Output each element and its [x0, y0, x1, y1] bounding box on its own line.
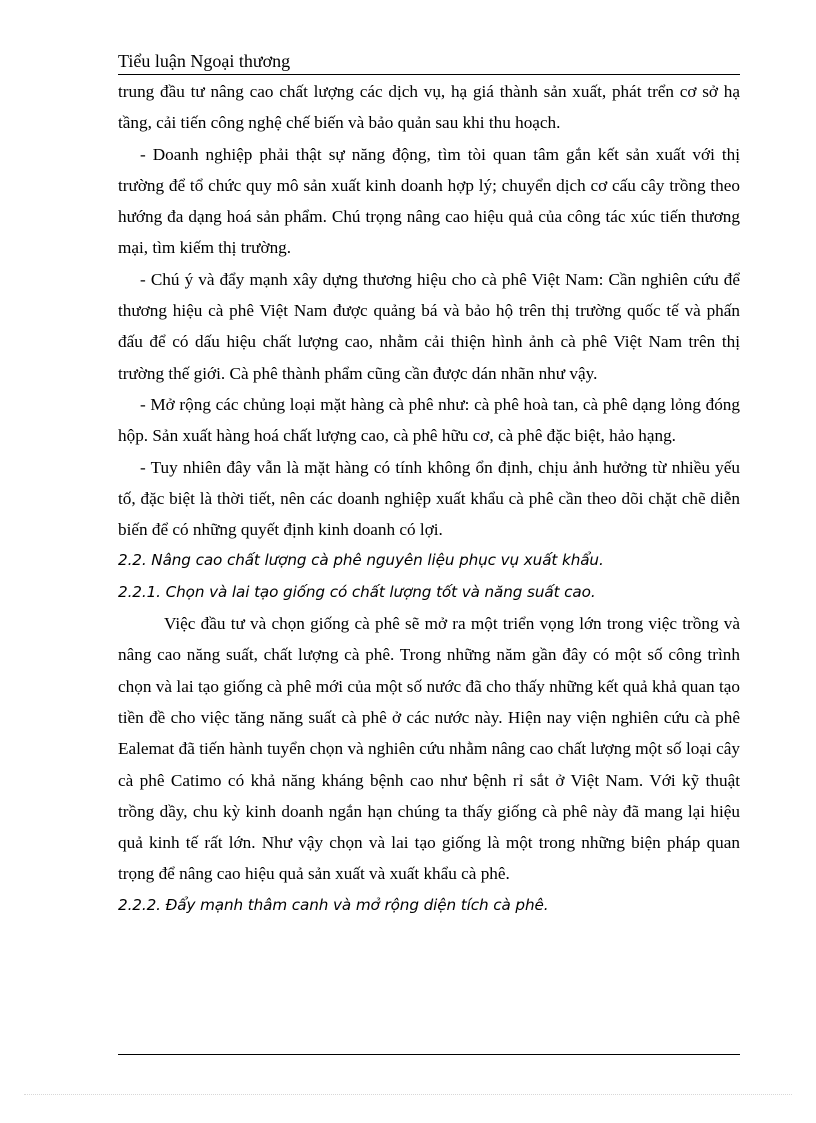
page-header: Tiểu luận Ngoại thương [118, 50, 740, 75]
bullet-paragraph-instability: - Tuy nhiên đây vẫn là mặt hàng có tính không ổn định, chịu ảnh hưởng từ nhiều yếu tố, đặc biệt là thời tiết, nên các doanh nghiệp xuất khẩu cà phê cần theo dõi chặt chẽ diễn biến để có những quyết định kinh doanh có lợi. [118, 457, 740, 540]
section-heading-2-2: 2.2. Nâng cao chất lượng cà phê nguyên liệu phục vụ xuất khẩu. [118, 551, 604, 570]
bullet-paragraph-brand-building: - Chú ý và đẩy mạnh xây dựng thương hiệu cho cà phê Việt Nam: Cần nghiên cứu để thương hiệu cà phê Việt Nam được quảng bá và bảo hộ trên thị trường quốc tế và phấn đấu để có dấu hiệu chất lượng cao, nhằm cải thiện hình ảnh cà phê Việt Nam trên thị trường thế giới. Cà phê thành phẩm cũng cần được dán nhãn như vậy. [118, 269, 740, 383]
footer-divider [118, 1054, 740, 1055]
page-content [118, 76, 740, 921]
bullet-paragraph-product-range: - Mở rộng các chủng loại mặt hàng cà phê như: cà phê hoà tan, cà phê dạng lỏng đóng hộp. Sản xuất hàng hoá chất lượng cao, cà phê hữu cơ, cà phê đặc biệt, hảo hạng. [118, 394, 740, 446]
section-heading-2-2-2: 2.2.2. Đẩy mạnh thâm canh và mở rộng diện tích cà phê. [118, 895, 549, 914]
page-bottom-edge [24, 1094, 792, 1095]
section-heading-2-2-1: 2.2.1. Chọn và lai tạo giống có chất lượng tốt và năng suất cao. [118, 582, 596, 601]
paragraph-continuation: trung đầu tư nâng cao chất lượng các dịch vụ, hạ giá thành sản xuất, phát trển cơ sở hạ tầng, cải tiến công nghệ chế biến và bảo quản sau khi thu hoạch. [118, 82, 740, 133]
paragraph-seed-selection: Việc đầu tư và chọn giống cà phê sẽ mở ra một triển vọng lớn trong việc trồng và nâng cao năng suất, chất lượng cà phê. Trong những năm gần đây có một số công trình chọn và lai tạo giống cà phê mới của một số nước đã cho thấy những kết quả khả quan tạo tiền đề cho việc tăng năng suất cà phê ở các nước này. Hiện nay viện nghiên cứu cà phê Ealemat đã tiến hành tuyển chọn và nghiên cứu nhằm nâng cao chất lượng một số loại cây cà phê Catimo có khả năng kháng bệnh cao như bệnh rỉ sắt ở Việt Nam. Với kỹ thuật trồng dầy, chu kỳ kinh doanh ngắn hạn chúng ta thấy giống cà phê này đã mang lại hiệu quả kinh tế rất lớn. Như vậy chọn và lai tạo giống là một trong những biện pháp quan trọng để nâng cao hiệu quả sản xuất và xuất khẩu cà phê. [118, 614, 740, 884]
bullet-paragraph-dynamic-business: - Doanh nghiệp phải thật sự năng động, tìm tòi quan tâm gắn kết sản xuất với thị trường để tổ chức quy mô sản xuất kinh doanh hợp lý; chuyển dịch cơ cấu cây trồng theo hướng đa dạng hoá sản phẩm. Chú trọng nâng cao hiệu quả của công tác xúc tiến thương mại, tìm kiếm thị trường. [118, 144, 740, 258]
